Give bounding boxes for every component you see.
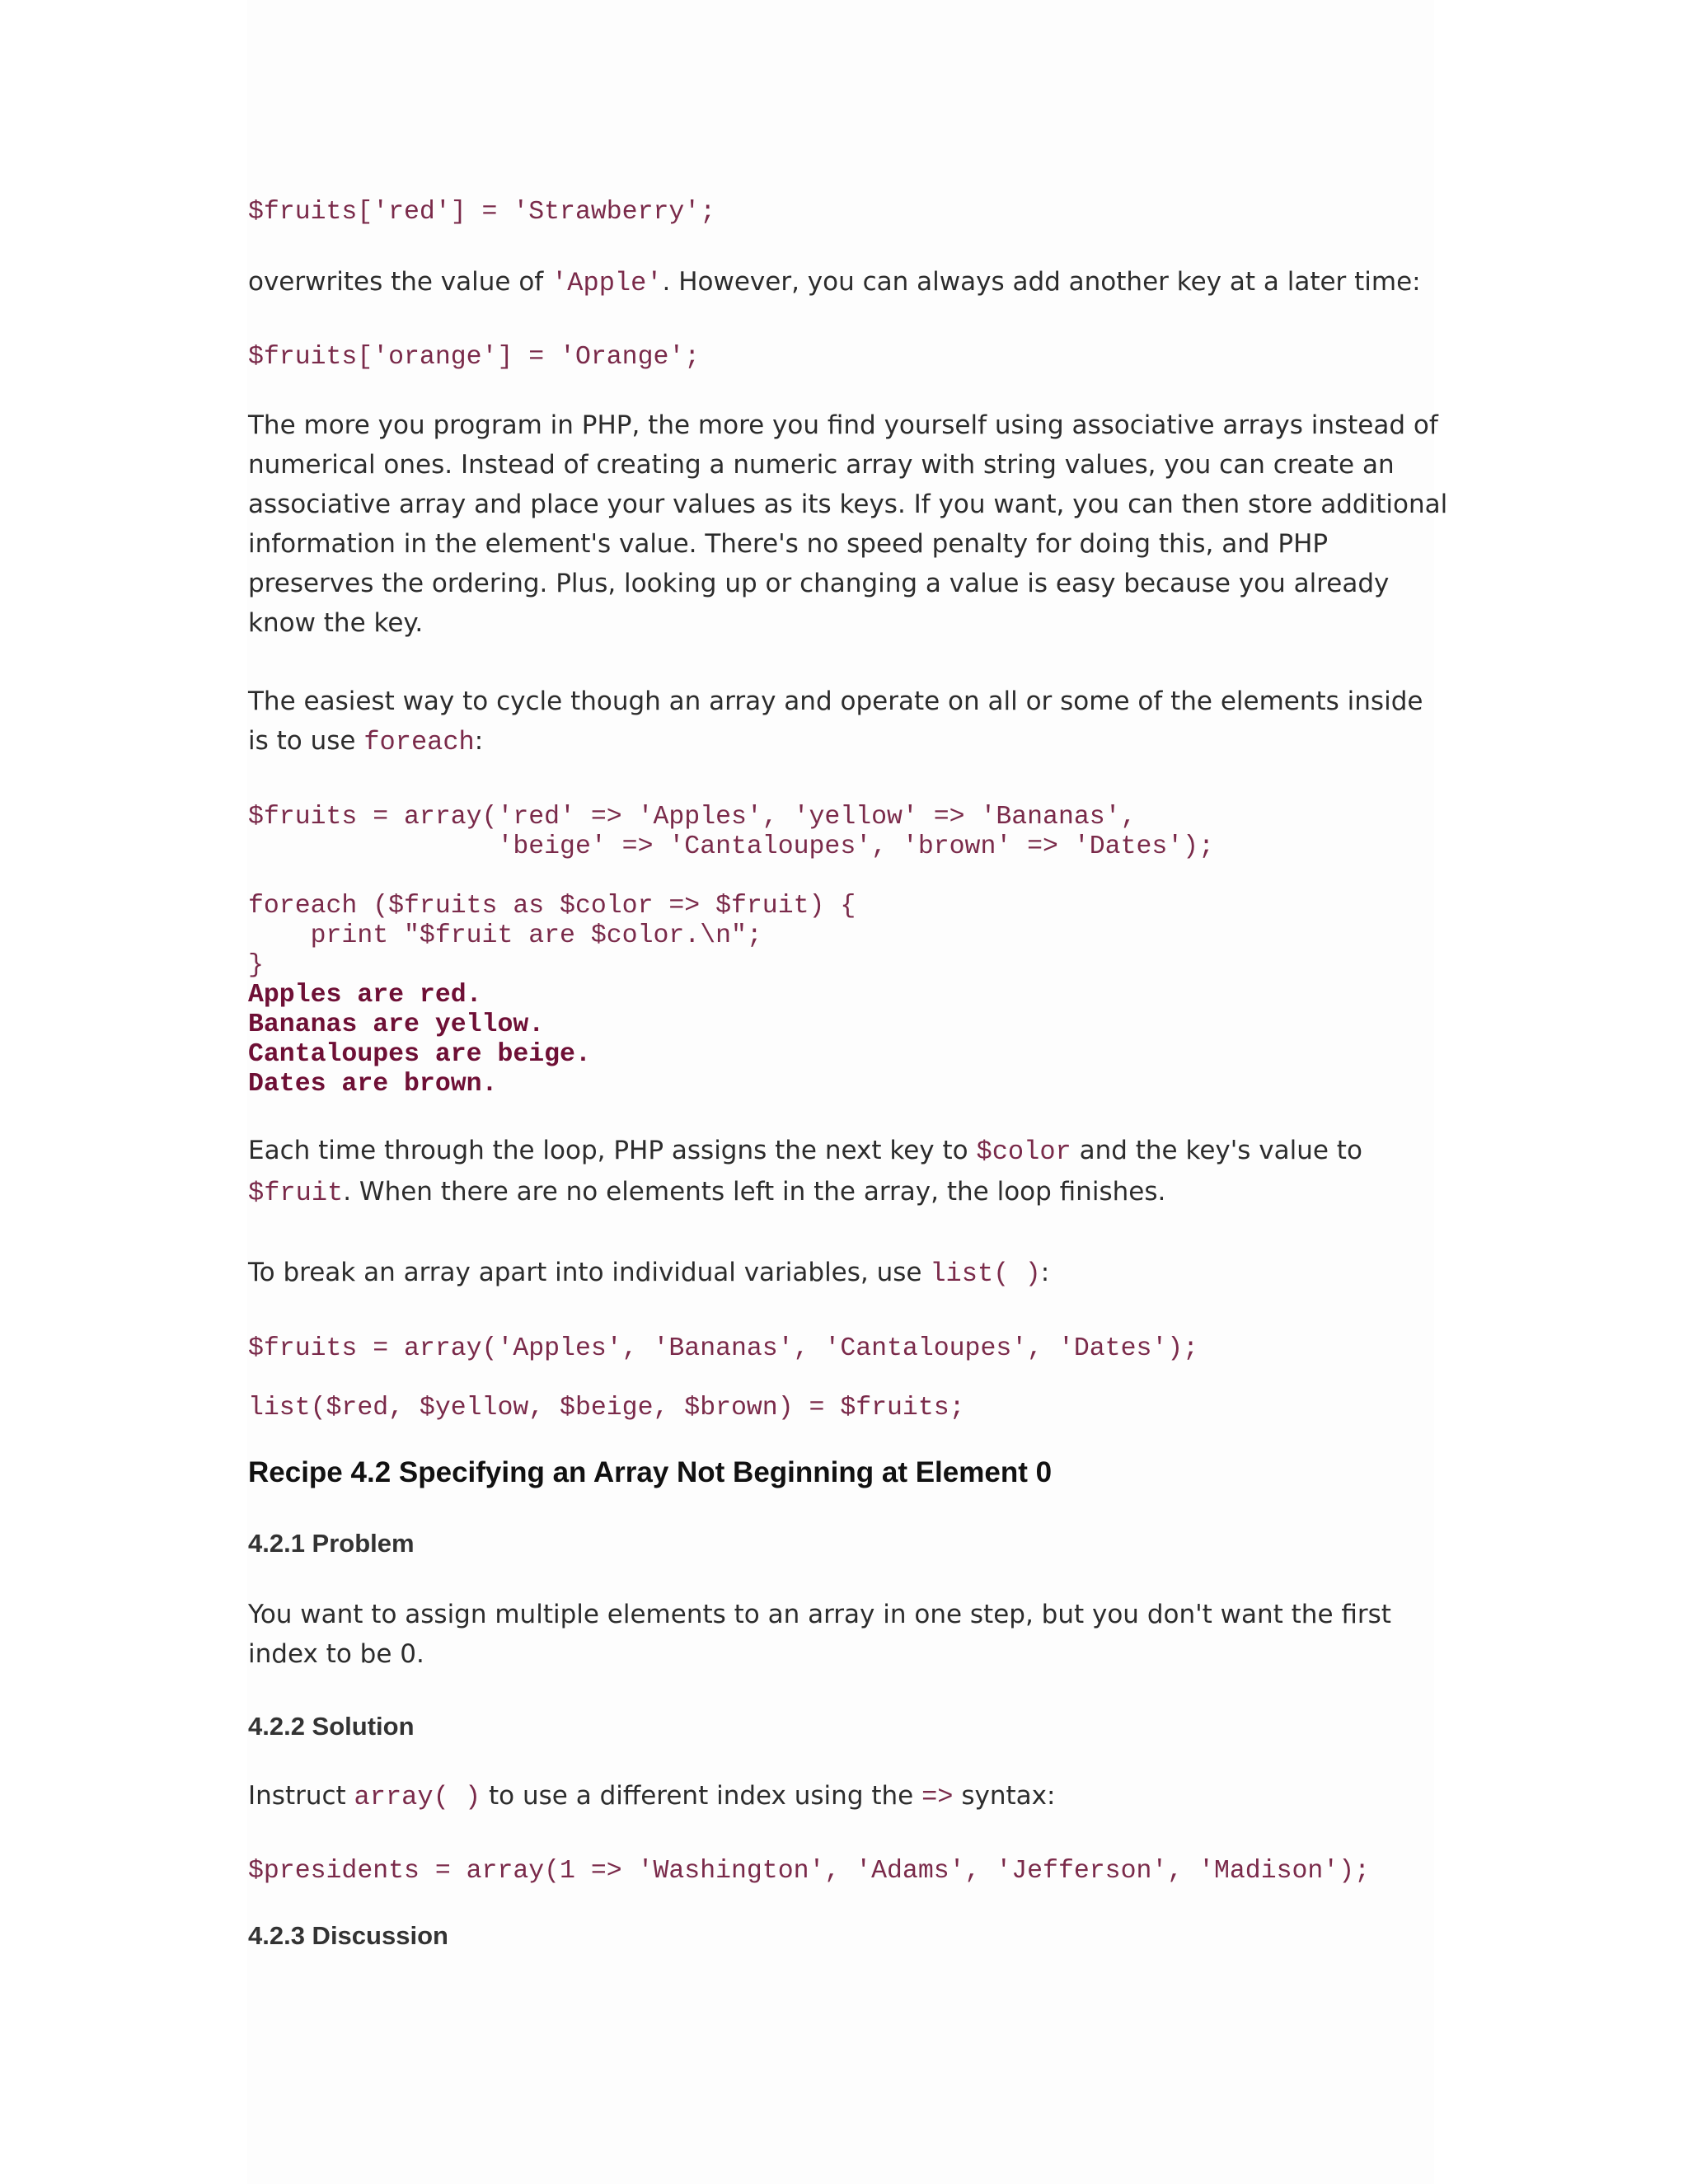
code-block-foreach [248, 803, 1451, 1099]
code-block-presidents [248, 1857, 1451, 1886]
code-line: $fruits = array('Apples', 'Bananas', 'Cantaloupes', 'Dates'); [248, 1334, 1199, 1363]
code-line: $fruits['orange'] = 'Orange'; [248, 343, 701, 372]
recipe-heading: Recipe 4.2 Specifying an Array Not Beginning at Element 0 [248, 1456, 1053, 1488]
inline-code: $fruit [248, 1178, 344, 1208]
inline-code: array( ) [354, 1782, 481, 1812]
inline-code: foreach [363, 727, 475, 757]
code-block-list [248, 1334, 1451, 1423]
code-line: $presidents = array(1 => 'Washington', 'Adams', 'Jefferson', 'Madison'); [248, 1857, 1371, 1886]
code-line: print "$fruit are $color.\n"; [248, 921, 762, 950]
solution-heading: 4.2.2 Solution [248, 1712, 415, 1741]
paragraph-list-intro [248, 1253, 1451, 1294]
text-span: Each time through the loop, PHP assigns the next key to [248, 1136, 977, 1165]
inline-code: $color [976, 1137, 1071, 1167]
paragraph-overwrite [248, 262, 1451, 303]
text-span: syntax: [953, 1781, 1056, 1811]
inline-code: => [921, 1782, 954, 1812]
text-span: . When there are no elements left in the array, the loop finishes. [343, 1177, 1166, 1207]
text-span: . However, you can always add another key at a later time: [662, 267, 1421, 297]
text-span: The easiest way to cycle though an array and operate on all or some of the elements inside is to use [248, 687, 1423, 756]
code-block-strawberry [248, 198, 1451, 227]
text-span: : [1040, 1258, 1050, 1287]
text-span: To break an array apart into individual variables, use [248, 1258, 931, 1287]
code-line: list($red, $yellow, $beige, $brown) = $fruits; [248, 1394, 965, 1422]
problem-heading: 4.2.1 Problem [248, 1529, 415, 1558]
code-line: foreach ($fruits as $color => $fruit) { [248, 892, 856, 921]
code-block-orange [248, 343, 1451, 373]
paragraph-associative-arrays: The more you program in PHP, the more you find yourself using associative arrays instead of numerical ones. Instead of creating a numeric array with string values, you can create an associative array and place your values as its keys. If you want, you can then store additional information in the element's value. There's no speed penalty for doing this, and PHP preserves the ordering. Plus, looking up or changing a value is easy because you already know the key. [248, 410, 1448, 638]
paragraph-foreach-intro [248, 682, 1451, 762]
inline-code: list( ) [930, 1258, 1041, 1289]
discussion-heading: 4.2.3 Discussion [248, 1921, 448, 1950]
text-span: to use a different index using the [481, 1781, 922, 1811]
output-line: Cantaloupes are beige. [248, 1040, 591, 1069]
code-line: } [248, 951, 264, 980]
output-line: Dates are brown. [248, 1070, 498, 1099]
text-span: overwrites the value of [248, 267, 552, 297]
document-body [248, 188, 1451, 1952]
text-span: : [474, 726, 484, 756]
paragraph-loop-explanation [248, 1131, 1451, 1213]
problem-text: You want to assign multiple elements to an array in one step, but you don't want the first index to be 0. [248, 1600, 1391, 1669]
paragraph-solution [248, 1776, 1451, 1817]
text-span: Instruct [248, 1781, 354, 1811]
inline-code: 'Apple' [551, 268, 663, 298]
code-line: $fruits['red'] = 'Strawberry'; [248, 198, 716, 227]
code-line: $fruits = array('red' => 'Apples', 'yellow' => 'Bananas', [248, 803, 1137, 832]
text-span: and the key's value to [1071, 1136, 1362, 1165]
code-line: 'beige' => 'Cantaloupes', 'brown' => 'Dates'); [248, 832, 1214, 861]
output-line: Bananas are yellow. [248, 1010, 545, 1039]
output-line: Apples are red. [248, 981, 482, 1010]
